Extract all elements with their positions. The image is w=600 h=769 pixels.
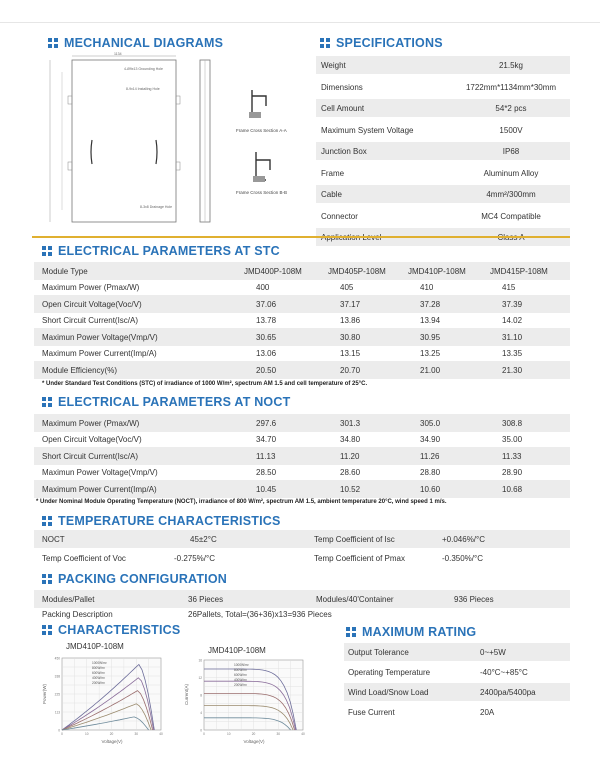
section-icon <box>42 516 53 526</box>
packing-desc-value: 26Pallets, Total=(36+36)x13=936 Pieces <box>188 609 332 619</box>
pallet-label: Modules/Pallet <box>42 594 95 604</box>
row-value: 410 <box>420 283 434 292</box>
row-value: 400 <box>256 283 270 292</box>
x-tick-label: 30 <box>276 732 281 736</box>
row-value: 34.70 <box>256 435 277 444</box>
isc-coef-value: +0.046%/°C <box>442 534 486 544</box>
row-value: 21.30 <box>502 365 523 375</box>
max-rating-label: Operating Temperature <box>348 668 431 677</box>
row-value: 30.80 <box>340 332 361 342</box>
table-row <box>34 345 570 363</box>
section-icon <box>346 627 357 637</box>
container-value: 936 Pieces <box>454 594 494 604</box>
x-tick-label: 30 <box>134 732 139 736</box>
y-tick-label: 450 <box>54 656 60 661</box>
legend-entry: 200W/m² <box>92 681 105 685</box>
characteristics-heading <box>42 623 180 637</box>
y-axis-label: Current(A) <box>184 683 189 705</box>
spec-value: Aluminum Alloy <box>483 168 539 178</box>
svg-text:1134: 1134 <box>114 52 122 56</box>
table-row <box>34 414 570 432</box>
row-value: 13.86 <box>340 316 361 325</box>
spec-row <box>316 78 570 96</box>
spec-row <box>316 121 570 139</box>
legend-entry: 600W/m² <box>234 673 247 677</box>
spec-row <box>316 56 570 74</box>
row-label: Short Circuit Current(Isc/A) <box>42 451 139 461</box>
legend-entry: 200W/m² <box>234 683 247 687</box>
row-value: 10.68 <box>502 484 523 494</box>
column-header: JMD405P-108M <box>328 266 386 276</box>
power-voltage-chart <box>40 654 165 746</box>
x-tick-label: 10 <box>226 732 231 736</box>
row-label: Maximum Power Current(Imp/A) <box>42 484 157 494</box>
max-rating-heading <box>346 625 476 639</box>
svg-text:4-Ø9x13 Grounding Hole: 4-Ø9x13 Grounding Hole <box>124 67 163 71</box>
y-tick-label: 0 <box>200 728 202 733</box>
voc-coef-value: -0.275%/°C <box>174 553 215 563</box>
row-value: 37.28 <box>420 299 441 309</box>
table-row <box>34 295 570 313</box>
top-divider <box>0 22 600 23</box>
row-value: 28.60 <box>340 468 361 477</box>
spec-label: Connector <box>321 211 358 221</box>
y-tick-label: 0 <box>58 728 60 733</box>
y-tick-label: 4 <box>200 711 202 715</box>
row-value: 11.13 <box>256 451 276 461</box>
spec-value: MC4 Compatible <box>481 211 541 221</box>
table-row <box>34 312 570 330</box>
table-header-row <box>34 262 570 280</box>
spec-row <box>316 207 570 225</box>
row-value: 10.45 <box>256 484 277 494</box>
spec-row <box>316 164 570 182</box>
y-tick-label: 225 <box>54 692 60 697</box>
temperature-row <box>34 530 570 548</box>
row-value: 415 <box>502 283 516 292</box>
specifications-title: SPECIFICATIONS <box>336 36 443 50</box>
row-value: 308.8 <box>502 418 523 428</box>
max-rating-row <box>344 643 570 661</box>
row-value: 28.50 <box>256 468 277 477</box>
table-row <box>34 328 570 346</box>
x-tick-label: 40 <box>159 732 163 736</box>
spec-label: Cell Amount <box>321 104 365 113</box>
legend-entry: 800W/m² <box>92 666 105 670</box>
row-label: Maximum Power Current(Imp/A) <box>42 349 157 358</box>
section-icon <box>42 397 53 407</box>
row-value: 13.06 <box>256 349 277 358</box>
max-rating-label: Wind Load/Snow Load <box>348 688 429 697</box>
packing-heading <box>42 572 227 586</box>
row-value: 14.02 <box>502 316 523 325</box>
legend-entry: 800W/m² <box>234 668 247 672</box>
max-rating-row <box>344 703 570 721</box>
row-label: Maximum Power (Pmax/W) <box>42 418 140 428</box>
row-value: 13.15 <box>340 349 361 358</box>
row-value: 28.90 <box>502 468 523 477</box>
y-axis-label: Power(W) <box>42 684 47 704</box>
y-tick-label: 16 <box>198 658 202 663</box>
table-row <box>34 279 570 297</box>
noct-label: NOCT <box>42 534 65 544</box>
legend-entry: 1000W/m² <box>234 663 249 667</box>
row-value: 30.65 <box>256 332 277 342</box>
spec-value: 1500V <box>499 125 523 135</box>
spec-value: 21.5kg <box>498 61 524 70</box>
noct-heading <box>42 395 290 409</box>
x-tick-label: 40 <box>301 732 305 736</box>
row-value: 21.00 <box>420 365 441 375</box>
x-axis-label: Voltage(V) <box>101 739 123 744</box>
stc-heading <box>42 244 280 258</box>
spec-label: Dimensions <box>321 82 363 92</box>
x-axis-label: Voltage(V) <box>243 739 265 744</box>
max-rating-title: MAXIMUM RATING <box>362 625 477 639</box>
spec-value: 1722mm*1134mm*30mm <box>465 82 557 92</box>
max-rating-value: 2400pa/5400pa <box>480 688 536 697</box>
row-value: 405 <box>340 283 354 292</box>
max-rating-label: Fuse Current <box>348 708 395 717</box>
row-value: 13.94 <box>420 316 441 325</box>
column-header: JMD415P-108M <box>490 266 548 276</box>
row-value: 13.78 <box>256 316 277 325</box>
x-tick-label: 0 <box>61 732 63 736</box>
max-rating-value: 20A <box>480 708 495 717</box>
x-tick-label: 20 <box>251 732 256 736</box>
column-header: Module Type <box>42 266 88 276</box>
row-value: 31.10 <box>502 332 523 342</box>
row-label: Maximun Power Voltage(Vmp/V) <box>42 468 158 477</box>
row-value: 11.26 <box>420 451 440 461</box>
row-value: 20.70 <box>340 365 361 375</box>
section-icon <box>320 38 331 48</box>
packing-title: PACKING CONFIGURATION <box>58 572 228 586</box>
svg-text:Frame Cross Section B-B: Frame Cross Section B-B <box>236 190 288 195</box>
row-value: 11.20 <box>340 451 360 461</box>
row-value: 34.90 <box>420 435 441 444</box>
legend-entry: 1000W/m² <box>92 661 107 665</box>
legend-entry: 400W/m² <box>234 678 247 682</box>
row-value: 20.50 <box>256 365 277 375</box>
max-rating-row <box>344 663 570 681</box>
packing-row <box>34 607 570 621</box>
specifications-heading <box>320 36 443 50</box>
row-value: 11.33 <box>502 451 522 461</box>
row-label: Maximun Power Voltage(Vmp/V) <box>42 332 158 342</box>
row-value: 30.95 <box>420 332 441 342</box>
row-value: 305.0 <box>420 418 441 428</box>
temperature-heading <box>42 514 281 528</box>
y-tick-label: 12 <box>198 676 202 680</box>
spec-label: Frame <box>321 168 345 178</box>
left-chart-title: JMD410P-108M <box>66 642 124 651</box>
section-icon <box>48 38 59 48</box>
noct-value: 45±2°C <box>190 534 217 544</box>
spec-label: Weight <box>321 61 346 70</box>
noct-title: ELECTRICAL PARAMETERS AT NOCT <box>58 395 291 409</box>
row-value: 37.06 <box>256 299 277 309</box>
row-value: 10.52 <box>340 484 361 494</box>
voc-coef-label: Temp Coefficient of Voc <box>42 553 126 563</box>
packing-desc-label: Packing Description <box>42 609 113 619</box>
pallet-value: 36 Pieces <box>188 594 224 604</box>
noct-note: * Under Nominal Module Operating Temperature (NOCT), irradiance of 800 W/m², spectrum AM 1.5, ambient temperature 20°C, wind speed 1 m/s. <box>36 499 447 505</box>
container-label: Modules/40'Container <box>316 594 394 604</box>
svg-text:8-9x14 Installing Hole: 8-9x14 Installing Hole <box>126 87 160 91</box>
pmax-coef-value: -0.350%/°C <box>442 553 483 563</box>
table-row <box>34 447 570 465</box>
isc-coef-label: Temp Coefficient of Isc <box>314 534 395 544</box>
x-tick-label: 0 <box>203 732 205 736</box>
stc-title: ELECTRICAL PARAMETERS AT STC <box>58 244 280 258</box>
section-icon <box>42 246 53 256</box>
row-value: 37.39 <box>502 299 523 309</box>
row-value: 37.17 <box>340 299 361 309</box>
spec-label: Maximum System Voltage <box>321 125 414 135</box>
section-icon <box>42 574 53 584</box>
right-chart-title: JMD410P-108M <box>208 646 266 655</box>
row-value: 35.00 <box>502 435 523 444</box>
row-value: 13.35 <box>502 349 523 358</box>
legend-entry: 400W/m² <box>92 676 105 680</box>
y-tick-label: 113 <box>54 710 60 715</box>
row-label: Module Efficiency(%) <box>42 365 117 375</box>
x-tick-label: 10 <box>84 732 89 736</box>
row-label: Short Circuit Current(Isc/A) <box>42 316 139 325</box>
mechanical-diagrams-heading <box>48 36 223 50</box>
x-tick-label: 20 <box>109 732 114 736</box>
stc-note: * Under Standard Test Conditions (STC) of irradiance of 1000 W/m², spectrum AM 1.5 and cell temperature of 25°C. <box>42 381 368 387</box>
column-header: JMD410P-108M <box>408 266 466 276</box>
pmax-coef-label: Temp Coefficient of Pmax <box>314 553 406 563</box>
spec-value: 4mm²/300mm <box>486 190 536 199</box>
row-value: 28.80 <box>420 468 441 477</box>
svg-text:Frame Cross Section A-A: Frame Cross Section A-A <box>236 128 287 133</box>
temperature-title: TEMPERATURE CHARACTERISTICS <box>58 514 281 528</box>
table-row <box>34 431 570 449</box>
spec-row <box>316 99 570 117</box>
spec-value: 54*2 pcs <box>495 104 527 113</box>
spec-label: Cable <box>321 190 342 199</box>
mechanical-drawing <box>40 52 300 232</box>
section-icon <box>42 625 53 635</box>
spec-label: Junction Box <box>321 147 367 156</box>
row-value: 297.6 <box>256 418 277 428</box>
svg-text:8-3x8 Drainage Hole: 8-3x8 Drainage Hole <box>140 205 173 209</box>
row-value: 13.25 <box>420 349 441 358</box>
row-value: 34.80 <box>340 435 361 444</box>
y-tick-label: 338 <box>54 674 60 679</box>
row-value: 10.60 <box>420 484 441 494</box>
row-value: 301.3 <box>340 418 361 428</box>
row-label: Maximum Power (Pmax/W) <box>42 283 140 292</box>
column-header: JMD400P-108M <box>244 266 302 276</box>
spec-row <box>316 142 570 160</box>
table-row <box>34 480 570 498</box>
packing-row <box>34 590 570 608</box>
spec-row <box>316 185 570 203</box>
max-rating-value: -40°C~+85°C <box>480 668 528 677</box>
table-row <box>34 361 570 379</box>
row-label: Open Circuit Voltage(Voc/V) <box>42 299 142 309</box>
characteristics-title: CHARACTERISTICS <box>58 623 181 637</box>
current-voltage-chart <box>182 656 307 746</box>
max-rating-value: 0~+5W <box>480 648 506 657</box>
max-rating-row <box>344 683 570 701</box>
row-label: Open Circuit Voltage(Voc/V) <box>42 435 142 444</box>
section-divider <box>32 236 570 238</box>
y-tick-label: 8 <box>200 693 202 698</box>
spec-value: IP68 <box>502 147 520 156</box>
max-rating-label: Output Tolerance <box>348 648 409 657</box>
mechanical-diagrams-title: MECHANICAL DIAGRAMS <box>64 36 224 50</box>
temperature-row <box>34 549 570 567</box>
table-row <box>34 464 570 482</box>
legend-entry: 600W/m² <box>92 671 105 675</box>
